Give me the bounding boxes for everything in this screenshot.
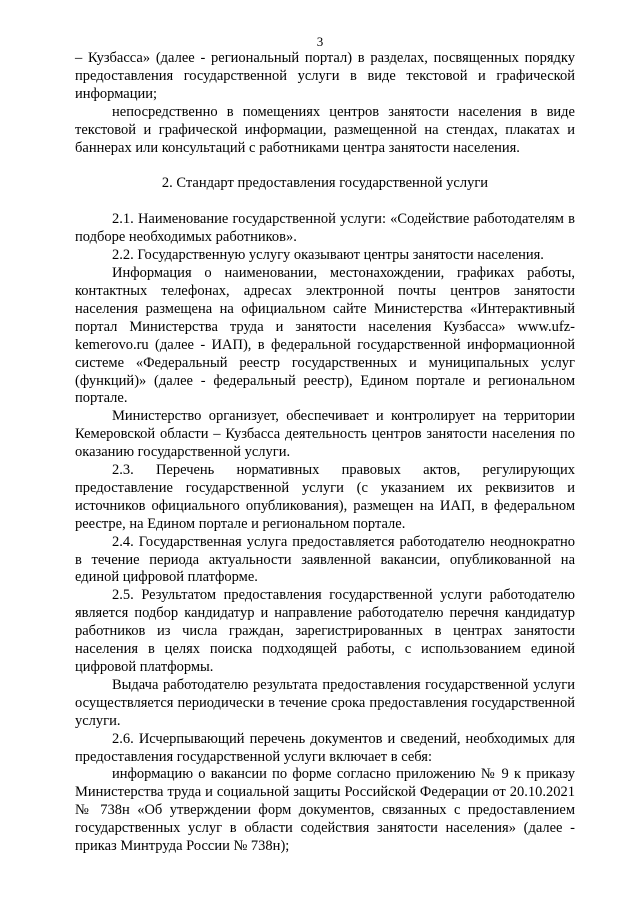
paragraph: Министерство организует, обеспечивает и контролирует на территории Кемеровской области – Кузбасса деятельность центров занятости населения по оказанию государственной услуги.: [75, 408, 575, 461]
paragraph: непосредственно в помещениях центров занятости населения в виде текстовой и графической информации, размещенной на стендах, плакатах и баннерах или консультаций с работниками центра занятости населения.: [75, 103, 575, 156]
page-number: 3: [316, 34, 324, 49]
section-title: 2. Стандарт предоставления государственной услуги: [161, 175, 489, 192]
paragraph: 2.6. Исчерпывающий перечень документов и сведений, необходимых для предоставления государственной услуги включает в себя:: [75, 730, 575, 765]
paragraph: информацию о вакансии по форме согласно приложению № 9 к приказу Министерства труда и социальной защиты Российской Федерации от 20.10.2021 № 738н «Об утверждении форм документов, связанных с предоставлением государственных услуг в области содействия занятости населения» (далее - приказ Минтруда России № 738н);: [75, 766, 575, 855]
document-body: [75, 50, 575, 856]
paragraph: 2.2. Государственную услугу оказывают центры занятости населения.: [112, 247, 544, 264]
paragraph: Информация о наименовании, местонахождении, графиках работы, контактных телефонах, адресах электронной почты центров занятости населения размещена на официальном сайте Министерства «Интерактивный портал Министерства труда и занятости населения Кузбасса» www.ufz-kemerovo.ru (далее - ИАП), в федеральной государственной информационной системе «Федеральный реестр государственных и муниципальных услуг (функций)» (далее - федеральный реестр), Едином портале и региональном портале.: [75, 265, 575, 407]
paragraph: 2.3. Перечень нормативных правовых актов, регулирующих предоставление государственной услуги (с указанием их реквизитов и источников официального опубликования), размещен на ИАП, в федеральном реестре, на Едином портале и региональном портале.: [75, 462, 575, 532]
paragraph: 2.1. Наименование государственной услуги: «Содействие работодателям в подборе необходимых работников».: [75, 211, 575, 246]
paragraph: – Кузбасса» (далее - региональный портал) в разделах, посвященных порядку предоставления государственной услуги в виде текстовой и графической информации;: [75, 50, 575, 102]
paragraph: 2.5. Результатом предоставления государственной услуги работодателю является подбор кандидатур и направление работодателю перечня кандидатур работников из числа граждан, зарегистрированных в центрах занятости населения в целях поиска подходящей работы, с использованием единой цифровой платформы.: [75, 587, 575, 675]
paragraph: Выдача работодателю результата предоставления государственной услуги осуществляется периодически в течение срока предоставления государственной услуги.: [75, 676, 575, 729]
paragraph: 2.4. Государственная услуга предоставляется работодателю неоднократно в течение периода актуальности заявленной вакансии, опубликованной на единой цифровой платформе.: [75, 533, 575, 586]
